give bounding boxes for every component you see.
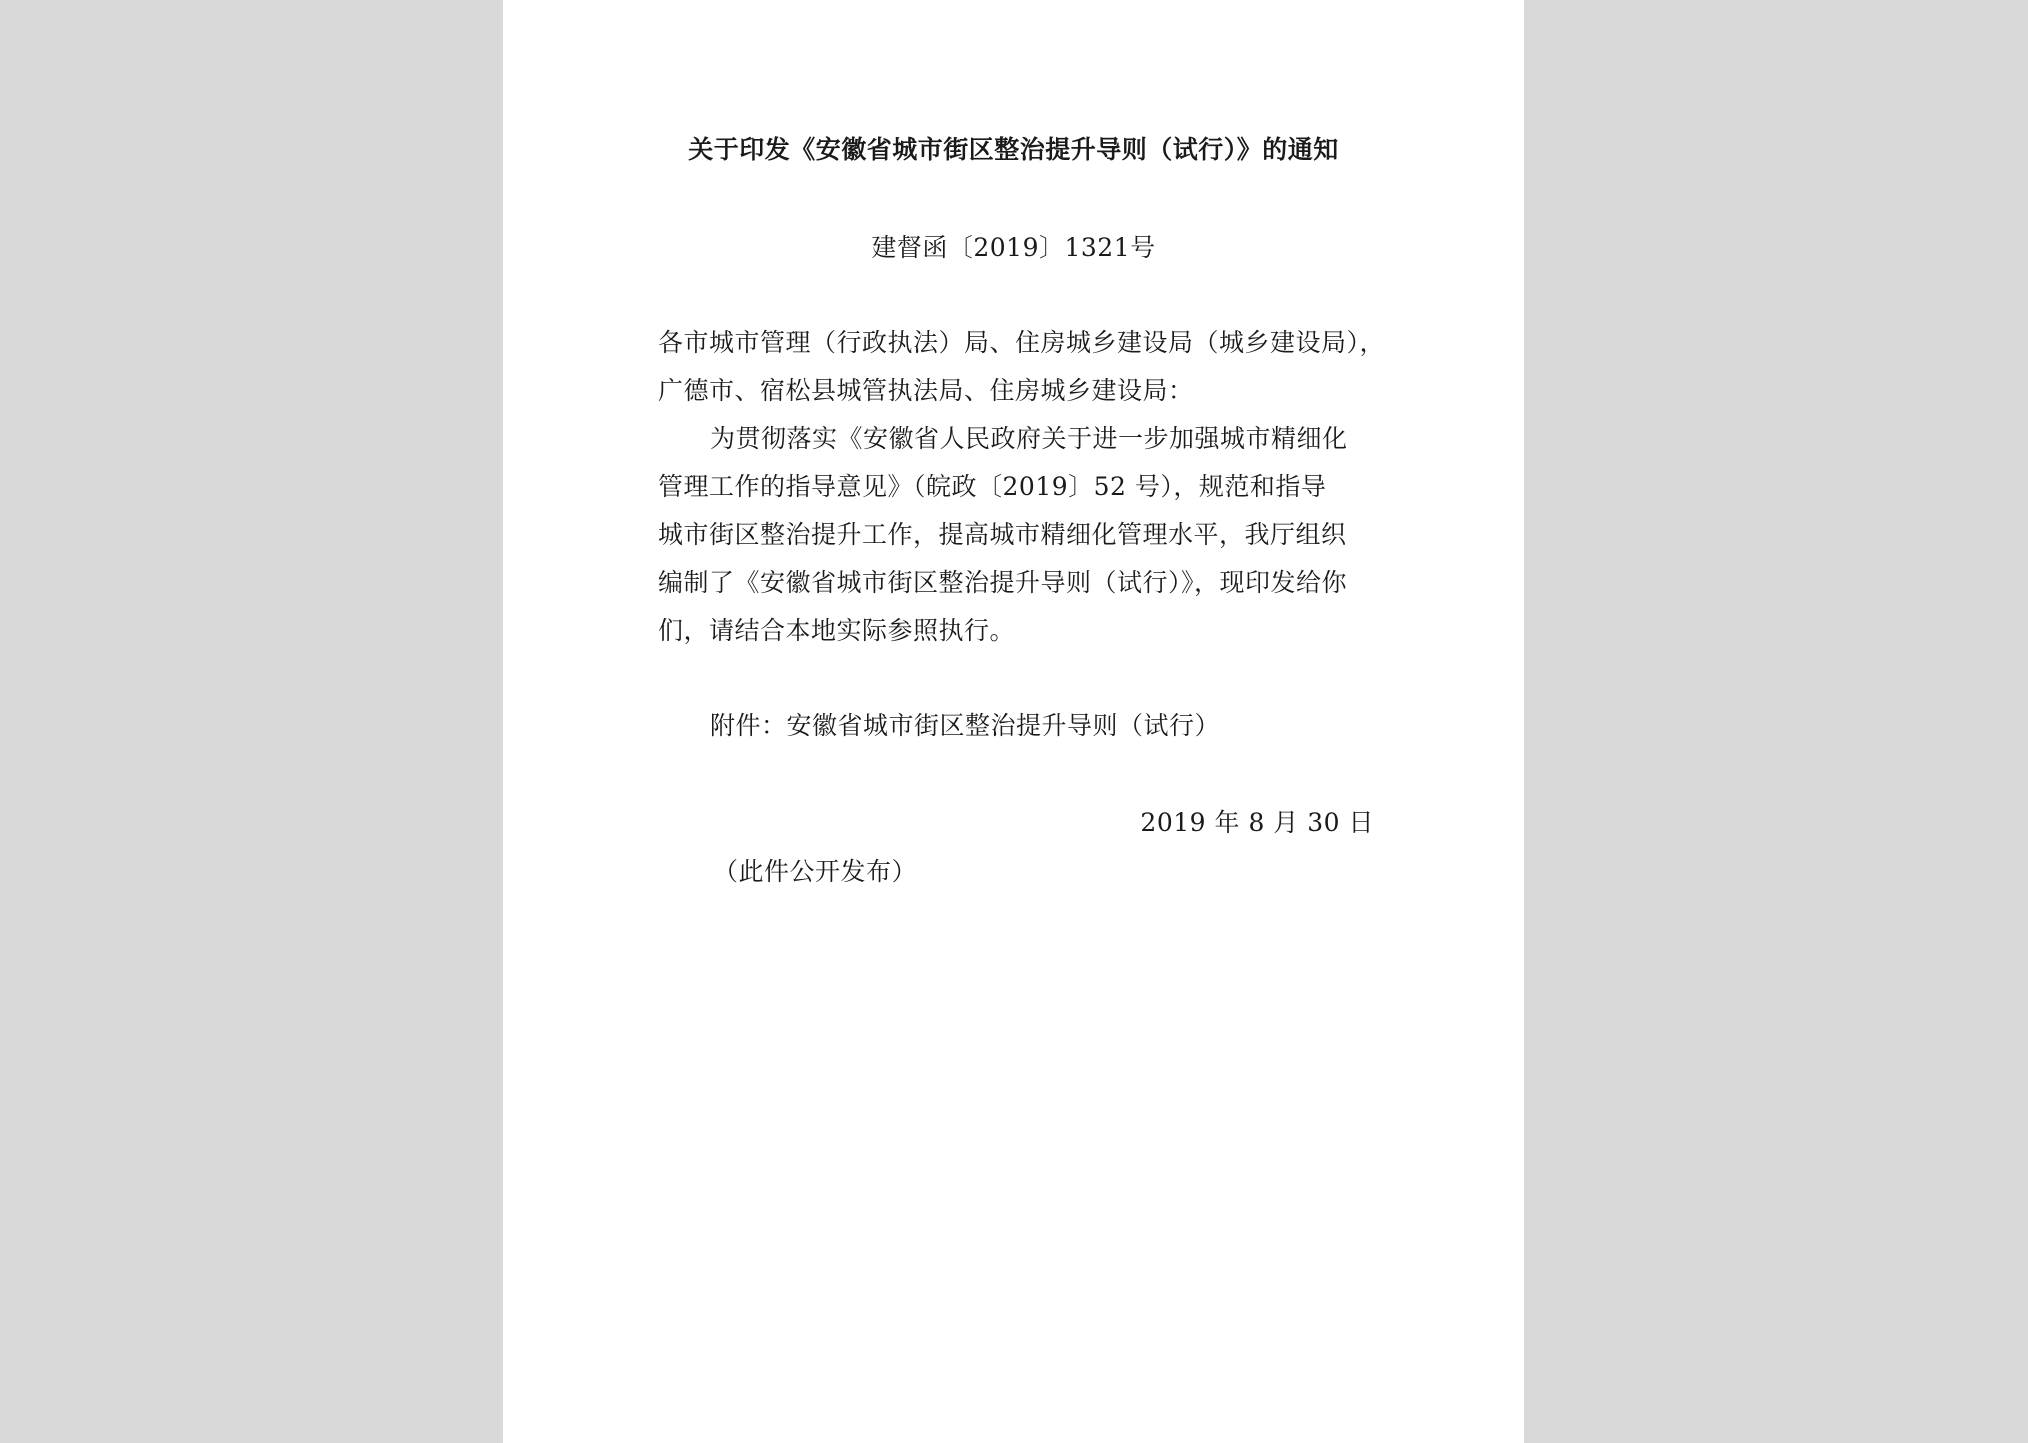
document-date: 2019 年 8 月 30 日 <box>1140 808 1374 837</box>
addressee-line-1: 各市城市管理（行政执法）局、住房城乡建设局（城乡建设局）， <box>658 328 1386 357</box>
document-page <box>503 0 1524 1443</box>
body-line-1: 为贯彻落实《安徽省人民政府关于进一步加强城市精细化 <box>710 424 1348 453</box>
attachment-line: 附件：安徽省城市街区整治提升导则（试行） <box>710 711 1221 740</box>
body-line-5: 们，请结合本地实际参照执行。 <box>658 616 1016 645</box>
document-number: 建督函〔2019〕1321号 <box>871 233 1156 262</box>
publication-note: （此件公开发布） <box>713 857 918 886</box>
addressee-line-2: 广德市、宿松县城管执法局、住房城乡建设局： <box>658 376 1194 405</box>
body-line-4: 编制了《安徽省城市街区整治提升导则（试行）》，现印发给你 <box>658 568 1348 597</box>
body-line-2: 管理工作的指导意见》（皖政〔2019〕52 号），规范和指导 <box>658 472 1327 501</box>
document-title: 关于印发《安徽省城市街区整治提升导则（试行）》的通知 <box>688 135 1339 164</box>
body-line-3: 城市街区整治提升工作，提高城市精细化管理水平，我厅组织 <box>658 520 1347 549</box>
